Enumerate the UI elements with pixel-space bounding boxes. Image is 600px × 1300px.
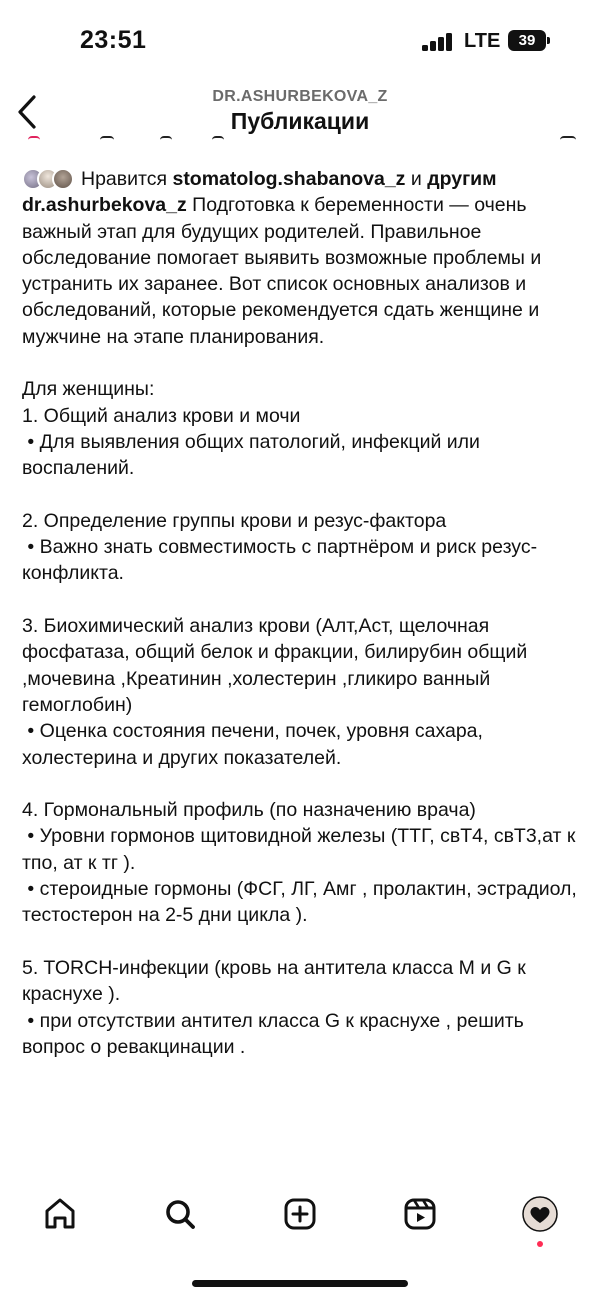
notification-dot — [537, 1241, 543, 1247]
tab-search[interactable] — [158, 1192, 202, 1236]
tab-profile[interactable] — [518, 1192, 562, 1236]
search-icon — [158, 1192, 202, 1236]
tab-home[interactable] — [38, 1192, 82, 1236]
caption-line: 1. Общий анализ крови и мочи — [22, 404, 301, 427]
post-caption — [22, 192, 582, 1060]
caption-line: 2. Определение группы крови и резус-фактора — [22, 509, 447, 532]
likes-user-link[interactable]: stomatolog.shabanova_z — [172, 168, 406, 190]
caption-section — [22, 508, 582, 587]
carrier-label: LTE — [464, 30, 501, 52]
reels-icon — [398, 1192, 442, 1236]
status-bar — [0, 0, 600, 80]
caption-line: • стероидные гормоны (ФСГ, ЛГ, Амг , пролактин, эстрадиол, тестостерон на 2-5 дни цикла ). — [22, 878, 583, 927]
scrolled-post-edge — [0, 136, 600, 146]
caption-line: • Оценка состояния печени, почек, уровня сахара, холестерина и других показателей. — [22, 720, 489, 769]
caption-line: 5. TORCH-инфекции (кровь на антитела класса М и G к краснухе ). — [22, 956, 532, 1006]
tab-reels[interactable] — [398, 1192, 442, 1236]
caption-section — [22, 613, 582, 771]
caption-line: • Уровни гормонов щитовидной железы (ТТГ, свТ4, свТ3,ат к тпо, ат к тг ). — [22, 825, 581, 874]
page-title: Публикации — [230, 108, 370, 134]
post-content — [22, 166, 582, 1060]
caption-author-link[interactable]: dr.ashurbekova_z — [22, 194, 187, 217]
home-indicator — [192, 1280, 408, 1287]
likes-others-link[interactable]: другим — [427, 168, 497, 190]
caption-section — [22, 376, 582, 481]
battery-icon: 39 — [508, 30, 546, 51]
caption-line: 3. Биохимический анализ крови (Алт,Аст, щелочная фосфатаза, общий белок и фракции, билирубин общий ,мочевина ,Креатинин ,холестерин ,гликиро ванный гемоглобин) — [22, 615, 533, 716]
signal-icon — [422, 33, 454, 51]
battery-cap — [547, 37, 550, 44]
tab-create[interactable] — [278, 1192, 322, 1236]
nav-header — [0, 80, 600, 146]
caption-line: 4. Гормональный профиль (по назначению врача) — [22, 799, 476, 822]
likes-row[interactable] — [22, 166, 582, 192]
caption-line: Для женщины: — [22, 378, 155, 401]
profile-avatar-icon — [518, 1192, 562, 1236]
tab-bar — [0, 1192, 600, 1252]
create-post-icon — [278, 1192, 322, 1236]
likes-joiner: и — [410, 168, 422, 190]
header-username[interactable]: DR.ASHURBEKOVA_Z — [212, 88, 388, 105]
caption-line: • при отсутствии антител класса G к краснухе , решить вопрос о ревакцинации . — [22, 1009, 530, 1058]
caption-line: • Важно знать совместимость с партнёром и риск резус-конфликта. — [22, 536, 538, 585]
caption-section — [22, 797, 582, 928]
status-time: 23:51 — [80, 26, 147, 54]
liker-avatars — [22, 168, 74, 190]
caption-section — [22, 955, 582, 1060]
home-icon — [38, 1192, 82, 1236]
likes-prefix: Нравится — [81, 168, 168, 190]
caption-intro: Подготовка к беременности — очень важный этап для будущих родителей. Правильное обследование помогает выявить возможные проблемы и устранить их заранее. Вот список основных анализов и обследований, которые рекомендуется сдать женщине и мужчине на этапе планирования. — [22, 194, 547, 348]
caption-line: • Для выявления общих патологий, инфекций или воспалений. — [22, 430, 486, 480]
avatar — [52, 168, 74, 190]
